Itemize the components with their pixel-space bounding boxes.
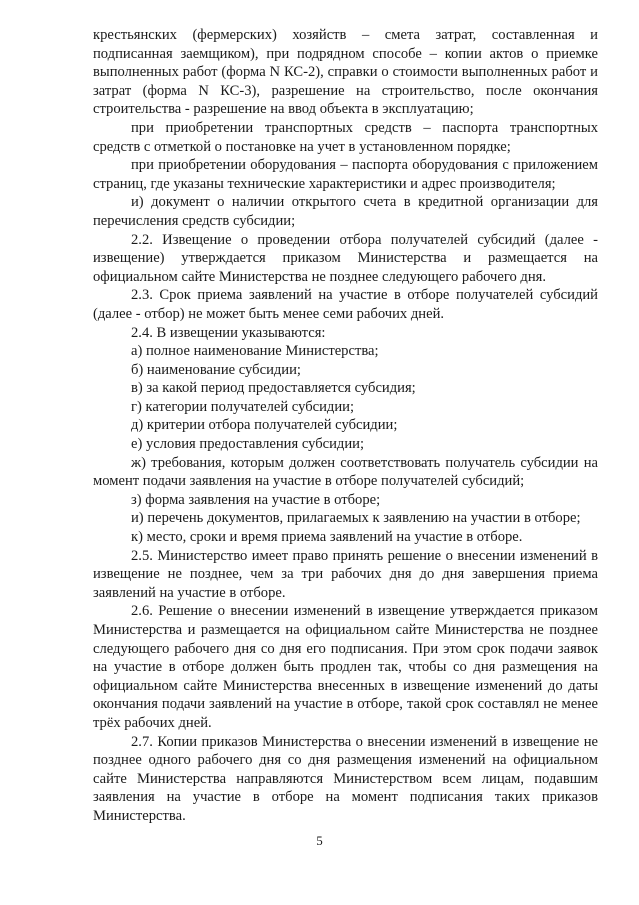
list-item-e: е) условия предоставления субсидии; — [131, 436, 365, 453]
paragraph-2-2: 2.2. Извещение о проведении отбора получателей субсидий (далее - извещение) утверждается приказом Министерства и размещается на официальном сайте Министерства не позднее следующего рабочего дня. — [93, 231, 598, 285]
list-item-z: з) форма заявления на участие в отборе; — [131, 491, 381, 508]
paragraph-equipment: при приобретении оборудования – паспорта оборудования с приложением страниц, где указаны технические характеристики и адрес производителя; — [93, 157, 598, 192]
paragraph-transport: при приобретении транспортных средств – паспорта транспортных средств с отметкой о постановке на учет в установленном порядке; — [93, 119, 598, 155]
list-item-a: а) полное наименование Министерства; — [131, 343, 379, 360]
list-item-d: д) критерии отбора получателей субсидии; — [131, 417, 398, 434]
list-item-b: б) наименование субсидии; — [131, 361, 301, 378]
paragraph-2-4: 2.4. В извещении указываются: — [131, 324, 326, 341]
paragraph-continuation: крестьянских (фермерских) хозяйств – смета затрат, составленная и подписанная заемщиком), при подрядном способе – копии актов о приемке выполненных работ (форма N КС-2), справки о стоимости выполненных работ и затрат (форма N КС-3), разрешение на строительство, после окончания строительства - разрешение на ввод объекта в эксплуатацию; — [93, 27, 598, 118]
paragraph-2-7: 2.7. Копии приказов Министерства о внесении изменений в извещение не позднее одного рабочего дня со дня размещения изменений на официальном сайте Министерства направляются Министерством всем лицам, подавшим заявления на участие в отборе на момент подписания таких приказов Министерства. — [93, 733, 598, 824]
list-item-g: г) категории получателей субсидии; — [131, 398, 355, 415]
paragraph-2-6: 2.6. Решение о внесении изменений в извещение утверждается приказом Министерства и размещается на официальном сайте Министерства не позднее следующего рабочего дня со дня его подписания. При этом срок подачи заявок на участие в отборе должен быть продлен так, чтобы со дня размещения на официальном сайте Министерства внесенных в извещение изменений до даты окончания подачи заявлений на участие в отборе, такой срок составлял не менее трёх рабочих дней. — [93, 603, 598, 731]
list-item-k: к) место, сроки и время приема заявлений на участие в отборе. — [131, 529, 523, 546]
paragraph-item-i-account: и) документ о наличии открытого счета в кредитной организации для перечисления средств субсидии; — [93, 194, 598, 229]
list-item-i: и) перечень документов, прилагаемых к заявлению на участии в отборе; — [131, 510, 581, 527]
list-item-v: в) за какой период предоставляется субсидия; — [131, 380, 416, 397]
page-number: 5 — [316, 833, 323, 848]
paragraph-2-5: 2.5. Министерство имеет право принять решение о внесении изменений в извещение не позднее, чем за три рабочих дня до дня завершения приема заявлений на участие в отборе. — [93, 547, 598, 601]
list-item-zh: ж) требования, которым должен соответствовать получатель субсидии на момент подачи заявления на участие в отборе получателей субсидий; — [93, 454, 598, 490]
document-page — [93, 26, 598, 826]
paragraph-2-3: 2.3. Срок приема заявлений на участие в отборе получателей субсидий (далее - отбор) не может быть менее семи рабочих дней. — [93, 287, 598, 322]
